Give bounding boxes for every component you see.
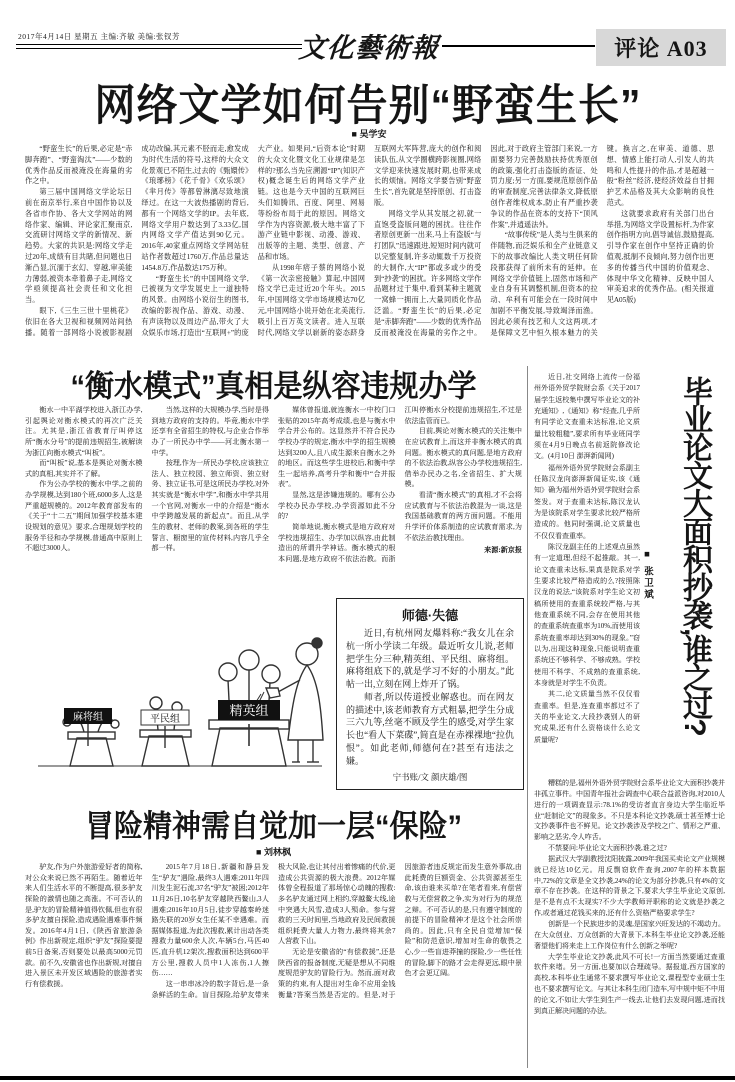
cartoon-illustration: [30, 596, 330, 788]
article3-headline-vertical: 毕业论文大面积抄袭,谁之过?: [678, 376, 711, 735]
pot-label-jingying: 精英组: [229, 703, 269, 718]
article3-body-bottom: 糟糕的是,福州外语外贸学院财会系毕业论文大面积抄袭并非孤立事件。中国青年报社会调查中心联合益派咨询,对2010人进行的一项调查显示:78.1%的受访者直言身边大学生临近毕业“赶制论文”的现象多。不只是本科论文抄袭,硕士甚至博士论文抄袭事件也不鲜见。论文抄袭涉及学校之广、情形之严重、影响之恶劣,令人咋舌。 不禁要问:毕业论文大面积抄袭,谁之过? 据武汉大学副教授沈阳披露,2009年我国买卖论文产业规模就已经达10亿元。用反剽窃软件查询,2007年的样本数据中,72%的文章是全文抄袭,24%的论文为部分抄袭,只有4%的文章不存在抄袭。在这样的背景之下,要求大学生毕业论文原创,是不是有点不太现实?不少大学教师评职称的论文就是抄袭之作,或者通过花钱买来的,还有什么资格严格要求学生? 创新是一个民族进步的灵魂,是国家兴旺发达的不竭动力。在大众创业、万众创新的大背景下,本科生毕业论文抄袭,还能奢望他们将来走上工作岗位有什么创新之举呢? 大学生毕业论文抄袭,此风不可长!一方面当然要通过查重软件来堵。另一方面,也要加以合理疏导。据报道,西方国家的高校,本科毕业生通常不要求撰写毕业论文,课程型专业硕士生也不要求撰写论文。与其让本科生闭门造车,写中规中矩不中用的论文,不如让大学生到生产一线去,让他们去发现问题,进而找到真正解决问题的办法。: [534, 779, 725, 1015]
pot-label-majiang: 麻将组: [73, 712, 103, 723]
masthead-logo: 文化藝術報: [297, 33, 440, 64]
article4-body: 驴友,作为户外旅游爱好者的简称,对公众来说已然不再陌生。随着近年来人们生活水平的不断提高,很多驴友探险的激情也随之高涨。不可否认的是,驴友的冒险精神值得钦佩,但也有很多驴友擅自探险,造成遇险遇难事件频发。2016年4月1日,《陕西省旅游条例》作出新规定,组织“驴友”探险要提前5日备案,否则要处以最高5000元罚款。前不久,安徽省也作出新规,对擅自进入景区未开发区域遇险的旅游者实行有偿救援。 2015年7月18日,新疆和静县发生“驴友”遇险,最终3人遇难;2011年四川发生泥石流,37名“驴友”被困;2012年11月26日,10名驴友穿越陕西鳌山,3人遇难;2016年10月5日,徒步穿越秦岭迷路失联的20岁女生任某不幸遇难。而据媒体报道,为此次搜救,累计出动各类搜救力量600余人次,车辆5台,马匹40匹,直升机12架次,搜救面积达到600平方公里,搜救人员中1人冻伤,1人擦伤…… 这一串串冰冷的数字背后,是一条条鲜活的生命。盲目探险,给驴友带来极大风险,也让其付出着惨痛的代价,更造成公共资源的极大浪费。2012年媒体曾全程报道了那场惊心动魄的搜救:多名驴友通过网上相约,穿越鳌太线,途中突遇大风雪,造成3人殒命。参与营救的三天时间里,当地政府及民间救援组织耗费大量人力物力,最终将其余7人营救下山。 无论是安徽省的“有偿救援”,还是陕西省的报备制度,无疑是想从不同维度规范驴友的冒险行为。然而,面对政策的约束,有人提出对生命不应用金钱衡量?答案当然是否定的。但是,对于因旅游者违反规定而发生意外事故,由此耗费的巨额资金、公共资源甚至生命,该由谁来买单?在笔者看来,有偿营救与无偿营救之争,实为对行为的规范之辩。不可否认的是,只有遵守制度的前提下的冒险精神才是这个社会所崇尚的。因此,只有全民自觉增加“保险”和防范意识,增加对生命的敬畏之心,少一些盲进莽撞的探险,少一些任性的冒险,脚下的路才会走得更远,眼中景色才会更辽阔。: [25, 863, 522, 999]
cartoon-body: 近日,有杭州网友爆料称:“我女儿在余杭一所小学读二年级。最近听女儿说,老师把学生分三种,精英组、平民组、麻将组。麻将组底下的,就是学习不好的小朋友。”此帖一出,立刻在网上炸开了锅。 师者,所以传道授业解惑也。而在网友的描述中,该老师教育方式粗暴,把学生分成三六九等,丝毫不顾及学生的感受,对学生家长也“看人下菜碟”,简直是在赤裸裸地“拉仇恨”。如此老师,师德何在?甚至有违法之嫌。: [346, 628, 514, 766]
sidebar-divider-rule: [527, 366, 528, 1068]
article2-body: [25, 405, 522, 589]
article4-byline: ■ 刘林枫: [256, 847, 291, 857]
cartoon-title: 师德·失德: [401, 608, 459, 623]
date-editors-line: 2017年4月14日 星期五 主编:齐敏 美编:张钗芳: [18, 32, 181, 41]
page-bottom-rule: [0, 1076, 735, 1080]
article2-paragraphs: 衡水一中平湖学校进入浙江办学,引起舆论对衡水模式的再次广泛关注。尤其是,浙江省教育厅叫停这所“衡水分号”的提前违规招生,被解读为浙江向衡水模式“叫板”。 而“叫板”说,基本是舆论对衡水模式的真相,其实并不了解。 作为公办学校的衡水中学,之前的办学规模,达到180个班,6000多人,这是严重超规模的。2012年教育部发布的《关于“十二五”期间加强学校基本建设规划的意见》要求,合理规划学校的服务半径和办学规模,普通高中原则上不超过3000人。 当然,这样的大规模办学,当时是得到地方政府的支持的。毕竟,衡水中学还享有全省招生的特权,与企业合作举办了一所民办中学——河北衡水第一中学。 按理,作为一所民办学校,应该独立法人、独立校园、独立师资、独立财务、独立证书,可是这所民办学校,对外其实就是“衡水中学”,和衡水中学共用一个官网,对衡水一中的介绍是“衡水中学跨越发展的新起点”。而且,从学生的教材、老师的教案,到各班的学生誓言、橱窗里的宣传材料,内容几乎全都一样。 媒体曾报道,就连衡水一中校门口张贴的2015年高考成绩,也是与衡水中学合并公布的。这显然并不符合民办学校办学的规定,衡水中学的招生规模达到3200人,且八成生源来自衡水之外的地区。而这些学生进校后,和衡中学生一起培养,高考升学和衡中“合并报表”。 显然,这是涉嫌违规的。哪有公办学校办民办学校,办学资源如此不分的? 简单地说,衡水模式是地方政府对学校违规招生、办学加以纵容,由此制造出的所谓升学神话。衡水模式的根本问题,是地方政府不依法治教。而浙江叫停衡水分校提前违规招生,不过是依法监管而已。 目前,舆论对衡水模式的关注集中在应试教育上,而这并非衡水模式的真问题。衡水模式的真问题,是地方政府的不依法治教,纵容公办学校违规招生,借举办民办之名,全省招生、扩大规模。 看清“衡水模式”的真相,才不会将应试教育与不依法治教混为一谈,这是我国基础教育的两方面问题。不能用升学评价体系制造的应试教育需求,为不依法治教找理由。: [25, 406, 522, 563]
pot-label-pingmin: 平民组: [150, 714, 180, 725]
article1-headline: 网络文学如何告别“野蛮生长”: [94, 80, 642, 130]
article1-byline: ■ 吴学安: [351, 129, 387, 139]
article3-byline: ■ 张卫斌: [642, 550, 652, 601]
article4-headline: 冒险精神需自觉加一层“保险”: [84, 810, 462, 844]
header-rule-right: [442, 45, 595, 47]
cartoon-credit: 宁书账/文 颜庆雄/图: [392, 772, 468, 783]
article3-body-top: 近日,社交网络上流传一份福州外语外贸学院财会系《关于2017届学生返校集中撰写毕业论文的补充通知》,《通知》称“经查,几乎所有同学论文查重未达标准,论文质量比较粗糙”,要求所有毕业班同学须在4月9日晚点名前返院修改论文。(4月10日 澎湃新闻网) 福州外语外贸学院财会系副主任陈汉龙向澎湃新闻证实,该《通知》确为福州外语外贸学院财会系签发。对于查重未达标,陈汉龙认为是该院系对学生要求比较严格所造成的。他同时强调,论文质量也不仅仅看查重率。 陈汉龙副主任的上述观点虽然有一定道理,但经不起推敲。其一,论文查重未达标,果真是院系对学生要求比较严格造成的么?按照陈汉龙的说法,“该院系对学生论文初稿所使用的查重系统较严格,与其他查重系统不同,会存在使用其他的查重系统查重率为10%,而使用该系统查重率却达到30%的现象。”窃以为,出现这种现象,只能说明查重系统还不够科学、不够成熟。学校使用不科学、不成熟的查重系统,本身就是对学生不负责。 其二,论文质量当然不仅仅看查重率。但是,连查重率都过不了关的毕业论文,大段抄袭别人的研究成果,还有什么资格谈什么论文质量呢?: [534, 373, 640, 744]
section-page-label: 评论 A03: [596, 29, 726, 66]
article2-source: 来源:新京报: [484, 546, 522, 555]
cartoon-text-panel: [336, 598, 524, 790]
article1-body: “野蛮生长”的后果,必定是“赤脚奔跑”、“野蛮淘汰”——少数的优秀作品反而被淹没在海量的劣作之中。 第三届中国网络文学论坛日前在南京举行,来自中国作协以及各省市作协、各大文学网站的网络作家、编辑、评论家汇聚南京,交流研讨网络文学的新情况、新趋势。大家的共识是:网络文学走过20年,成绩有目共睹,但问题也日渐凸显,沉湎于玄幻、穿越,审美能力薄弱,被资本牵着鼻子走,网络文学亟须提高社会责任和文化担当。 眼下,《三生三世十里桃花》依旧在各大卫视和视频网站间热播。随着一部网络小说被影视剧成功改编,其元素不胫而走,愈发成为时代生活的符号,这样的大众文化景观已不陌生,过去的《甄嬛传》《琅琊榜》《花千骨》《欢乐颂》《芈月传》等都曾淋漓尽致地演绎过。在这一大波热播剧的背后,都有一个网络文学的IP。去年底,网络文学用户数达到了3.33亿,国内网络文学产值达到90亿元。2016年,40家重点网络文学网站驻站作者数超过1760万,作品总量达1454.8万,作品数达175万种。 “野蛮生长”的中国网络文学,已被视为文学发展史上一道独特的风景。由网络小说衍生的图书,改编的影视作品、游戏、动漫、有声读物以及周边产品,带火了大众娱乐市场,打造出“互联网+”的庞大产业。如果问,“后资本论”时期的大众文化暨文化工业规律是怎样的?那么当先应溯源“IP”(知识产权)概念诞生后的网络文学产业链。这也是今天中国的互联网巨头们如腾讯、百度、阿里、网易等纷纷布局于此的原因。网络文学作为内容资源,极大地丰富了下游产业链中影视、动漫、游戏、出版等的主题、类型、创意、产品和市场。 从1998年痞子蔡的网络小说《第一次亲密接触》算起,中国网络文学已走过近20个年头。2015年,中国网络文学市场规模达70亿元,中国网络小说开始在北美流行,吸引上百万英文读者。进入互联时代,网络文学以崭新的姿态跻身互联网大军阵营,庞大的创作和阅读队伍,从文学圈横跨影视圈,网络文学迎来快速发展时期,也带来成长的烦恼。网络文学要告别“野蛮生长”,首先就是坚持原创、打击盗版。 网络文学从其发展之初,就一直饱受盗版问题的困扰。往往作者原创更新一出来,马上有盗版“与打团队”迅速跟进,短短时间内就可以完整复制,许多动辄数千万投资的大制作,大“IP”都或多或少的受到“抄袭”的困扰。许多网络文学作品题材过于集中,看到某种主题就一窝蜂一拥而上,大量同质化作品泛滥。“野蛮生长”的后果,必定是“赤脚奔跑”——少数的优秀作品反而被淹没在海量的劣作之中。因此,对于政府主管部门来说,一方面要努力完善鼓励扶持优秀原创的政策,强化打击盗版的查证、处罚力度;另一方面,要规范原创作品的审查制度,完善法律条文,降低原创作者维权成本,防止有严重抄袭争议的作品在资本的支持下“顶风作案”,并逍遥法外。 “故事传统”是人类与生俱来的伴随物,而泛娱乐和全产业链意义下的故事改编比人类文明任何阶段都获得了前所未有的延伸。在网络文学价值链上,固然市场和产业自身有其调整机制,但资本的拉动、牟利有可能会在一段时间中加剧不平衡发展,导致竭泽而渔。因此必须有技艺和人文这两项,才是保障文艺中恒久根本魅力的关键。换言之,在审美、道德、思想、情感上能打动人,引发人的共鸣和人性提升的作品,才是超越一般“粉丝”经济,使经济效益自甘拥护艺术品格及其大众影响的良性范式。 这就要求政府有关部门出台举措,为网络文学设置标杆,为作家创作指明方向,倡导诚信,鼓励提高,引导作家在创作中坚持正确的价值观,抵制不良倾向,努力创作出更多的传播当代中国的价值观念、体现中华文化精神、反映中国人审美追求的优秀作品。(相关报道见A05版): [25, 145, 714, 337]
header-rule-left: [16, 44, 302, 49]
article2-headline: “衡水模式”真相是纵容违规办学: [70, 370, 477, 404]
